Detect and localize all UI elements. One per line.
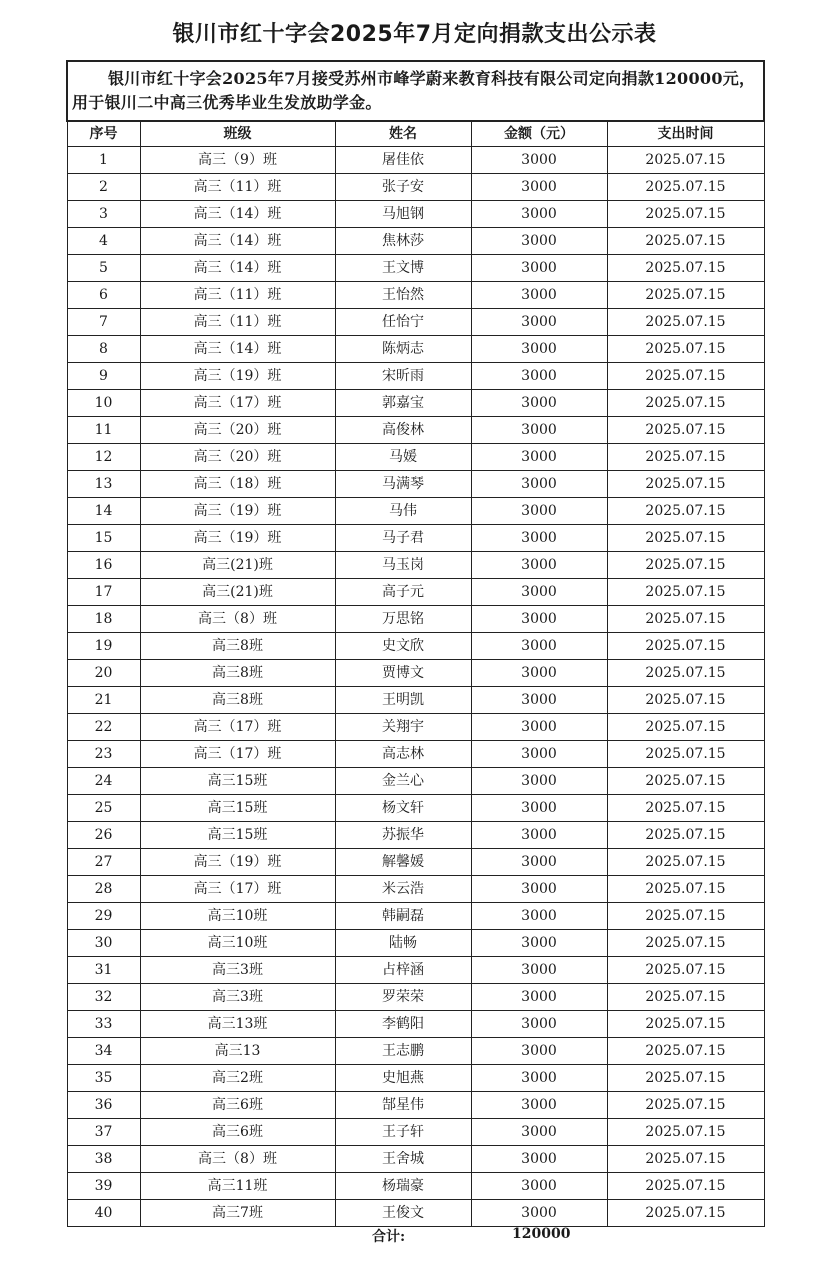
name-cell: 王明凯 [335, 687, 471, 714]
date-cell: 2025.07.15 [607, 930, 764, 957]
total-row [66, 1226, 763, 1248]
serial-number-cell: 32 [67, 984, 140, 1011]
class-cell: 高三（20）班 [140, 417, 335, 444]
table-row [67, 687, 764, 714]
header-date: 支出时间 [607, 121, 764, 147]
date-cell: 2025.07.15 [607, 1200, 764, 1227]
amount-cell: 3000 [471, 741, 607, 768]
table-row [67, 525, 764, 552]
name-cell: 王志鹏 [335, 1038, 471, 1065]
serial-number-cell: 27 [67, 849, 140, 876]
class-cell: 高三10班 [140, 903, 335, 930]
serial-number-cell: 19 [67, 633, 140, 660]
amount-cell: 3000 [471, 444, 607, 471]
serial-number-cell: 2 [67, 174, 140, 201]
date-cell: 2025.07.15 [607, 390, 764, 417]
table-row [67, 1119, 764, 1146]
serial-number-cell: 14 [67, 498, 140, 525]
name-cell: 王文博 [335, 255, 471, 282]
serial-number-cell: 7 [67, 309, 140, 336]
table-row [67, 579, 764, 606]
name-cell: 高俊林 [335, 417, 471, 444]
amount-cell: 3000 [471, 228, 607, 255]
serial-number-cell: 17 [67, 579, 140, 606]
table-row [67, 1065, 764, 1092]
amount-cell: 3000 [471, 822, 607, 849]
date-cell: 2025.07.15 [607, 606, 764, 633]
date-cell: 2025.07.15 [607, 201, 764, 228]
amount-cell: 3000 [471, 1146, 607, 1173]
serial-number-cell: 40 [67, 1200, 140, 1227]
date-cell: 2025.07.15 [607, 1146, 764, 1173]
name-cell: 宋昕雨 [335, 363, 471, 390]
amount-cell: 3000 [471, 957, 607, 984]
name-cell: 王俊文 [335, 1200, 471, 1227]
document-title: 银川市红十字会2025年7月定向捐款支出公示表 [172, 22, 657, 47]
class-cell: 高三15班 [140, 822, 335, 849]
table-row [67, 1146, 764, 1173]
table-row [67, 795, 764, 822]
serial-number-cell: 37 [67, 1119, 140, 1146]
amount-cell: 3000 [471, 768, 607, 795]
class-cell: 高三（18）班 [140, 471, 335, 498]
table-row [67, 228, 764, 255]
name-cell: 陈炳志 [335, 336, 471, 363]
date-cell: 2025.07.15 [607, 282, 764, 309]
amount-cell: 3000 [471, 498, 607, 525]
class-cell: 高三（19）班 [140, 363, 335, 390]
amount-cell: 3000 [471, 1038, 607, 1065]
amount-cell: 3000 [471, 174, 607, 201]
class-cell: 高三（17）班 [140, 876, 335, 903]
amount-cell: 3000 [471, 1065, 607, 1092]
name-cell: 郭嘉宝 [335, 390, 471, 417]
serial-number-cell: 11 [67, 417, 140, 444]
serial-number-cell: 29 [67, 903, 140, 930]
serial-number-cell: 36 [67, 1092, 140, 1119]
date-cell: 2025.07.15 [607, 822, 764, 849]
class-cell: 高三(21)班 [140, 552, 335, 579]
name-cell: 王子轩 [335, 1119, 471, 1146]
date-cell: 2025.07.15 [607, 444, 764, 471]
table-row [67, 498, 764, 525]
name-cell: 马伟 [335, 498, 471, 525]
table-row [67, 309, 764, 336]
amount-cell: 3000 [471, 309, 607, 336]
class-cell: 高三（19）班 [140, 498, 335, 525]
serial-number-cell: 10 [67, 390, 140, 417]
date-cell: 2025.07.15 [607, 660, 764, 687]
serial-number-cell: 20 [67, 660, 140, 687]
class-cell: 高三（14）班 [140, 201, 335, 228]
name-cell: 解馨媛 [335, 849, 471, 876]
date-cell: 2025.07.15 [607, 174, 764, 201]
class-cell: 高三3班 [140, 957, 335, 984]
amount-cell: 3000 [471, 417, 607, 444]
class-cell: 高三8班 [140, 660, 335, 687]
class-cell: 高三2班 [140, 1065, 335, 1092]
name-cell: 苏振华 [335, 822, 471, 849]
serial-number-cell: 6 [67, 282, 140, 309]
amount-cell: 3000 [471, 930, 607, 957]
disbursement-table-container [66, 60, 763, 1227]
header-amount: 金额（元） [471, 121, 607, 147]
amount-cell: 3000 [471, 201, 607, 228]
table-row [67, 876, 764, 903]
name-cell: 张子安 [335, 174, 471, 201]
class-cell: 高三3班 [140, 984, 335, 1011]
serial-number-cell: 22 [67, 714, 140, 741]
intro-text-cell [67, 61, 764, 121]
amount-cell: 3000 [471, 633, 607, 660]
name-cell: 王怡然 [335, 282, 471, 309]
date-cell: 2025.07.15 [607, 903, 764, 930]
header-class: 班级 [140, 121, 335, 147]
name-cell: 屠佳依 [335, 147, 471, 174]
table-row [67, 363, 764, 390]
amount-cell: 3000 [471, 660, 607, 687]
amount-cell: 3000 [471, 687, 607, 714]
serial-number-cell: 38 [67, 1146, 140, 1173]
class-cell: 高三（8）班 [140, 1146, 335, 1173]
table-row [67, 417, 764, 444]
date-cell: 2025.07.15 [607, 228, 764, 255]
name-cell: 马玉岗 [335, 552, 471, 579]
header-name: 姓名 [335, 121, 471, 147]
class-cell: 高三6班 [140, 1092, 335, 1119]
class-cell: 高三（14）班 [140, 228, 335, 255]
class-cell: 高三（11）班 [140, 282, 335, 309]
serial-number-cell: 13 [67, 471, 140, 498]
header-row [67, 121, 764, 147]
name-cell: 马旭钢 [335, 201, 471, 228]
table-row [67, 714, 764, 741]
table-row [67, 768, 764, 795]
table-row [67, 471, 764, 498]
table-row [67, 201, 764, 228]
name-cell: 郜星伟 [335, 1092, 471, 1119]
table-row [67, 1200, 764, 1227]
class-cell: 高三11班 [140, 1173, 335, 1200]
serial-number-cell: 25 [67, 795, 140, 822]
serial-number-cell: 12 [67, 444, 140, 471]
class-cell: 高三8班 [140, 687, 335, 714]
class-cell: 高三（17）班 [140, 741, 335, 768]
class-cell: 高三（14）班 [140, 336, 335, 363]
date-cell: 2025.07.15 [607, 525, 764, 552]
date-cell: 2025.07.15 [607, 417, 764, 444]
amount-cell: 3000 [471, 903, 607, 930]
serial-number-cell: 21 [67, 687, 140, 714]
table-row [67, 660, 764, 687]
intro-text: 银川市红十字会2025年7月接受苏州市峰学蔚来教育科技有限公司定向捐款120000元，用于银川二中高三优秀毕业生发放助学金。 [72, 69, 756, 112]
table-row [67, 633, 764, 660]
name-cell: 关翔宇 [335, 714, 471, 741]
serial-number-cell: 28 [67, 876, 140, 903]
name-cell: 焦林莎 [335, 228, 471, 255]
amount-cell: 3000 [471, 876, 607, 903]
amount-cell: 3000 [471, 390, 607, 417]
date-cell: 2025.07.15 [607, 363, 764, 390]
class-cell: 高三15班 [140, 768, 335, 795]
date-cell: 2025.07.15 [607, 1173, 764, 1200]
date-cell: 2025.07.15 [607, 579, 764, 606]
date-cell: 2025.07.15 [607, 336, 764, 363]
date-cell: 2025.07.15 [607, 1065, 764, 1092]
serial-number-cell: 30 [67, 930, 140, 957]
name-cell: 米云浩 [335, 876, 471, 903]
date-cell: 2025.07.15 [607, 633, 764, 660]
table-row [67, 849, 764, 876]
name-cell: 杨瑞豪 [335, 1173, 471, 1200]
serial-number-cell: 23 [67, 741, 140, 768]
amount-cell: 3000 [471, 984, 607, 1011]
class-cell: 高三6班 [140, 1119, 335, 1146]
class-cell: 高三10班 [140, 930, 335, 957]
date-cell: 2025.07.15 [607, 147, 764, 174]
serial-number-cell: 35 [67, 1065, 140, 1092]
class-cell: 高三（9）班 [140, 147, 335, 174]
date-cell: 2025.07.15 [607, 1092, 764, 1119]
table-row [67, 282, 764, 309]
amount-cell: 3000 [471, 363, 607, 390]
amount-cell: 3000 [471, 1173, 607, 1200]
serial-number-cell: 9 [67, 363, 140, 390]
amount-cell: 3000 [471, 1119, 607, 1146]
date-cell: 2025.07.15 [607, 741, 764, 768]
name-cell: 杨文轩 [335, 795, 471, 822]
class-cell: 高三（20）班 [140, 444, 335, 471]
date-cell: 2025.07.15 [607, 1011, 764, 1038]
serial-number-cell: 8 [67, 336, 140, 363]
table-row [67, 903, 764, 930]
name-cell: 任怡宁 [335, 309, 471, 336]
serial-number-cell: 33 [67, 1011, 140, 1038]
name-cell: 陆畅 [335, 930, 471, 957]
serial-number-cell: 26 [67, 822, 140, 849]
table-header [67, 61, 764, 147]
name-cell: 李鹤阳 [335, 1011, 471, 1038]
table-row [67, 822, 764, 849]
amount-cell: 3000 [471, 606, 607, 633]
name-cell: 万思铭 [335, 606, 471, 633]
amount-cell: 3000 [471, 579, 607, 606]
total-label: 合计: [372, 1229, 406, 1245]
table-row [67, 957, 764, 984]
date-cell: 2025.07.15 [607, 795, 764, 822]
amount-cell: 3000 [471, 282, 607, 309]
amount-cell: 3000 [471, 471, 607, 498]
name-cell: 贾博文 [335, 660, 471, 687]
class-cell: 高三8班 [140, 633, 335, 660]
table-row [67, 552, 764, 579]
date-cell: 2025.07.15 [607, 768, 764, 795]
date-cell: 2025.07.15 [607, 1119, 764, 1146]
table-row [67, 336, 764, 363]
date-cell: 2025.07.15 [607, 849, 764, 876]
amount-cell: 3000 [471, 714, 607, 741]
amount-cell: 3000 [471, 255, 607, 282]
name-cell: 史文欣 [335, 633, 471, 660]
serial-number-cell: 18 [67, 606, 140, 633]
date-cell: 2025.07.15 [607, 957, 764, 984]
class-cell: 高三15班 [140, 795, 335, 822]
class-cell: 高三（8）班 [140, 606, 335, 633]
table-row [67, 1173, 764, 1200]
table-body [67, 147, 764, 1227]
class-cell: 高三（17）班 [140, 390, 335, 417]
amount-cell: 3000 [471, 1200, 607, 1227]
intro-row [67, 61, 764, 121]
table-row [67, 984, 764, 1011]
name-cell: 占梓涵 [335, 957, 471, 984]
table-row [67, 741, 764, 768]
date-cell: 2025.07.15 [607, 255, 764, 282]
table-row [67, 255, 764, 282]
total-value: 120000 [512, 1226, 571, 1242]
table-row [67, 147, 764, 174]
table-row [67, 174, 764, 201]
name-cell: 高志林 [335, 741, 471, 768]
serial-number-cell: 5 [67, 255, 140, 282]
amount-cell: 3000 [471, 336, 607, 363]
name-cell: 金兰心 [335, 768, 471, 795]
disbursement-table [66, 60, 765, 1227]
amount-cell: 3000 [471, 795, 607, 822]
table-row [67, 1011, 764, 1038]
date-cell: 2025.07.15 [607, 1038, 764, 1065]
class-cell: 高三7班 [140, 1200, 335, 1227]
date-cell: 2025.07.15 [607, 984, 764, 1011]
name-cell: 马子君 [335, 525, 471, 552]
date-cell: 2025.07.15 [607, 552, 764, 579]
amount-cell: 3000 [471, 552, 607, 579]
class-cell: 高三13 [140, 1038, 335, 1065]
serial-number-cell: 39 [67, 1173, 140, 1200]
table-row [67, 930, 764, 957]
serial-number-cell: 31 [67, 957, 140, 984]
amount-cell: 3000 [471, 1011, 607, 1038]
class-cell: 高三（11）班 [140, 174, 335, 201]
date-cell: 2025.07.15 [607, 687, 764, 714]
date-cell: 2025.07.15 [607, 876, 764, 903]
class-cell: 高三（17）班 [140, 714, 335, 741]
class-cell: 高三（19）班 [140, 525, 335, 552]
serial-number-cell: 3 [67, 201, 140, 228]
amount-cell: 3000 [471, 849, 607, 876]
table-row [67, 444, 764, 471]
name-cell: 史旭燕 [335, 1065, 471, 1092]
amount-cell: 3000 [471, 1092, 607, 1119]
name-cell: 马满琴 [335, 471, 471, 498]
amount-cell: 3000 [471, 525, 607, 552]
class-cell: 高三13班 [140, 1011, 335, 1038]
name-cell: 高子元 [335, 579, 471, 606]
table-row [67, 390, 764, 417]
date-cell: 2025.07.15 [607, 714, 764, 741]
serial-number-cell: 16 [67, 552, 140, 579]
name-cell: 韩嗣磊 [335, 903, 471, 930]
serial-number-cell: 4 [67, 228, 140, 255]
name-cell: 王舍城 [335, 1146, 471, 1173]
class-cell: 高三（11）班 [140, 309, 335, 336]
header-serial-number: 序号 [67, 121, 140, 147]
date-cell: 2025.07.15 [607, 471, 764, 498]
serial-number-cell: 34 [67, 1038, 140, 1065]
amount-cell: 3000 [471, 147, 607, 174]
class-cell: 高三（19）班 [140, 849, 335, 876]
name-cell: 马媛 [335, 444, 471, 471]
table-row [67, 1092, 764, 1119]
class-cell: 高三(21)班 [140, 579, 335, 606]
class-cell: 高三（14）班 [140, 255, 335, 282]
name-cell: 罗荣荣 [335, 984, 471, 1011]
table-row [67, 606, 764, 633]
serial-number-cell: 15 [67, 525, 140, 552]
date-cell: 2025.07.15 [607, 498, 764, 525]
serial-number-cell: 1 [67, 147, 140, 174]
table-row [67, 1038, 764, 1065]
serial-number-cell: 24 [67, 768, 140, 795]
date-cell: 2025.07.15 [607, 309, 764, 336]
